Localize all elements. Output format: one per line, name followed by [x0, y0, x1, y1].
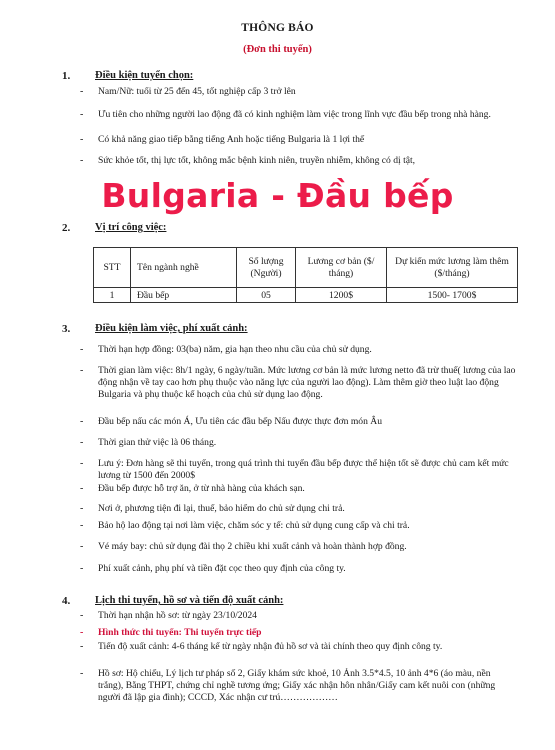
table-header-row	[94, 248, 518, 288]
bullet-dash: -	[80, 458, 84, 469]
section-4-item: Thời hạn nhận hồ sơ: từ ngày 23/10/2024	[98, 610, 257, 621]
section-3-item: Đầu bếp nấu các món Á, Ưu tiên các đầu bếp Nấu được thực đơn món Âu	[98, 416, 383, 427]
section-1-title: Điều kiện tuyển chọn:	[95, 70, 194, 81]
bullet-dash: -	[80, 365, 84, 376]
table-cell: 05	[237, 288, 296, 303]
table-cell: 1500- 1700$	[387, 288, 518, 303]
bullet-dash: -	[80, 503, 84, 514]
table-header-cell: Lương cơ bản ($/ tháng)	[296, 248, 387, 288]
section-4-item: Tiến độ xuất cảnh: 4-6 tháng kể từ ngày nhận đủ hồ sơ và tài chính theo quy định công ty.	[98, 641, 443, 652]
bullet-dash: -	[80, 86, 84, 97]
section-3-item: Nơi ở, phương tiện đi lại, thuế, bảo hiểm do chủ sử dụng chi trả.	[98, 503, 345, 514]
section-3-item: Thời gian thử việc là 06 tháng.	[98, 437, 217, 448]
section-1-item: Sức khỏe tốt, thị lực tốt, không mắc bệnh kinh niên, truyền nhiễm, không có dị tật,	[98, 155, 416, 166]
bullet-dash: -	[80, 563, 84, 574]
bullet-dash: -	[80, 483, 84, 494]
job-positions-table	[93, 247, 518, 303]
section-3-number: 3.	[62, 323, 71, 335]
section-1-item: Có khả năng giao tiếp bằng tiếng Anh hoặc tiếng Bulgaria là 1 lợi thế	[98, 134, 365, 145]
section-1-item: Ưu tiên cho những người lao động đã có kinh nghiệm làm việc trong lĩnh vực đầu bếp trong nhà hàng.	[98, 109, 491, 120]
bullet-dash: -	[80, 437, 84, 448]
section-3-item: Lưu ý: Đơn hàng sẽ thi tuyển, trong quá trình thi tuyển đầu bếp được thể hiện tốt sẽ được chủ cam kết mức lương từ 1500 đến 2000$	[98, 458, 509, 481]
section-3-item: Vé máy bay: chủ sử dụng đài thọ 2 chiều khi xuất cảnh và hoàn thành hợp đồng.	[98, 541, 407, 552]
table-cell: 1	[94, 288, 131, 303]
bullet-dash: -	[80, 627, 84, 638]
table-cell: 1200$	[296, 288, 387, 303]
bullet-dash: -	[80, 520, 84, 531]
section-3-item: Phí xuất cảnh, phụ phí và tiền đặt cọc theo quy định của công ty.	[98, 563, 346, 574]
table-row	[94, 288, 518, 303]
section-3-title: Điều kiện làm việc, phí xuất cảnh:	[95, 323, 248, 334]
bullet-dash: -	[80, 641, 84, 652]
section-4-number: 4.	[62, 595, 71, 607]
bullet-dash: -	[80, 416, 84, 427]
table-header-cell: STT	[94, 248, 131, 288]
bullet-dash: -	[80, 610, 84, 621]
banner-headline: Bulgaria - Đầu bếp	[101, 176, 454, 215]
section-1-number: 1.	[62, 70, 71, 82]
bullet-dash: -	[80, 134, 84, 145]
table-header-cell: Dự kiến mức lương làm thêm ($/tháng)	[387, 248, 518, 288]
section-3-item: Đầu bếp được hỗ trợ ăn, ở từ nhà hàng của khách sạn.	[98, 483, 305, 494]
bullet-dash: -	[80, 344, 84, 355]
table-header-cell: Số lượng (Người)	[237, 248, 296, 288]
section-4-title: Lịch thi tuyển, hồ sơ và tiến độ xuất cảnh:	[95, 595, 284, 606]
bullet-dash: -	[80, 155, 84, 166]
section-3-item: Thời gian làm việc: 8h/1 ngày, 6 ngày/tuần. Mức lương cơ bản là mức lương netto đã trừ thuế( lương của lao động nhận về tay cao hơn phụ thuộc vào năng lực của người lao động). Làm thêm giờ theo luật lao động Bulgaria và phụ thuộc kế hoạch của chủ sử dụng lao động.	[98, 365, 516, 400]
table-header-cell: Tên ngành nghề	[131, 248, 237, 288]
section-1-item: Nam/Nữ: tuổi từ 25 đến 45, tốt nghiệp cấp 3 trở lên	[98, 86, 296, 97]
document-subtitle: (Đơn thi tuyển)	[243, 44, 312, 55]
section-2-title: Vị trí công việc:	[95, 222, 167, 233]
section-4-item-highlight: Hình thức thi tuyển: Thi tuyển trực tiếp	[98, 627, 262, 638]
bullet-dash: -	[80, 668, 84, 679]
section-4-item: Hồ sơ: Hộ chiếu, Lý lịch tư pháp số 2, Giấy khám sức khoẻ, 10 Ảnh 3.5*4.5, 10 ảnh 4*6 (áo màu, nền trắng), Bằng THPT, chứng chỉ nghề tương ứng; Giấy xác nhận hôn nhân/Giấy cam kết nuôi con (những người đã lập gia đình); CCCD, Xác nhận cư trú………………	[98, 668, 496, 703]
section-3-item: Bảo hộ lao động tại nơi làm việc, chăm sóc y tế: chủ sử dụng cung cấp và chi trả.	[98, 520, 410, 531]
section-3-item: Thời hạn hợp đồng: 03(ba) năm, gia hạn theo nhu cầu của chủ sử dụng.	[98, 344, 372, 355]
bullet-dash: -	[80, 541, 84, 552]
bullet-dash: -	[80, 109, 84, 120]
table-cell: Đầu bếp	[131, 288, 237, 303]
document-title: THÔNG BÁO	[241, 22, 314, 34]
section-2-number: 2.	[62, 222, 71, 234]
